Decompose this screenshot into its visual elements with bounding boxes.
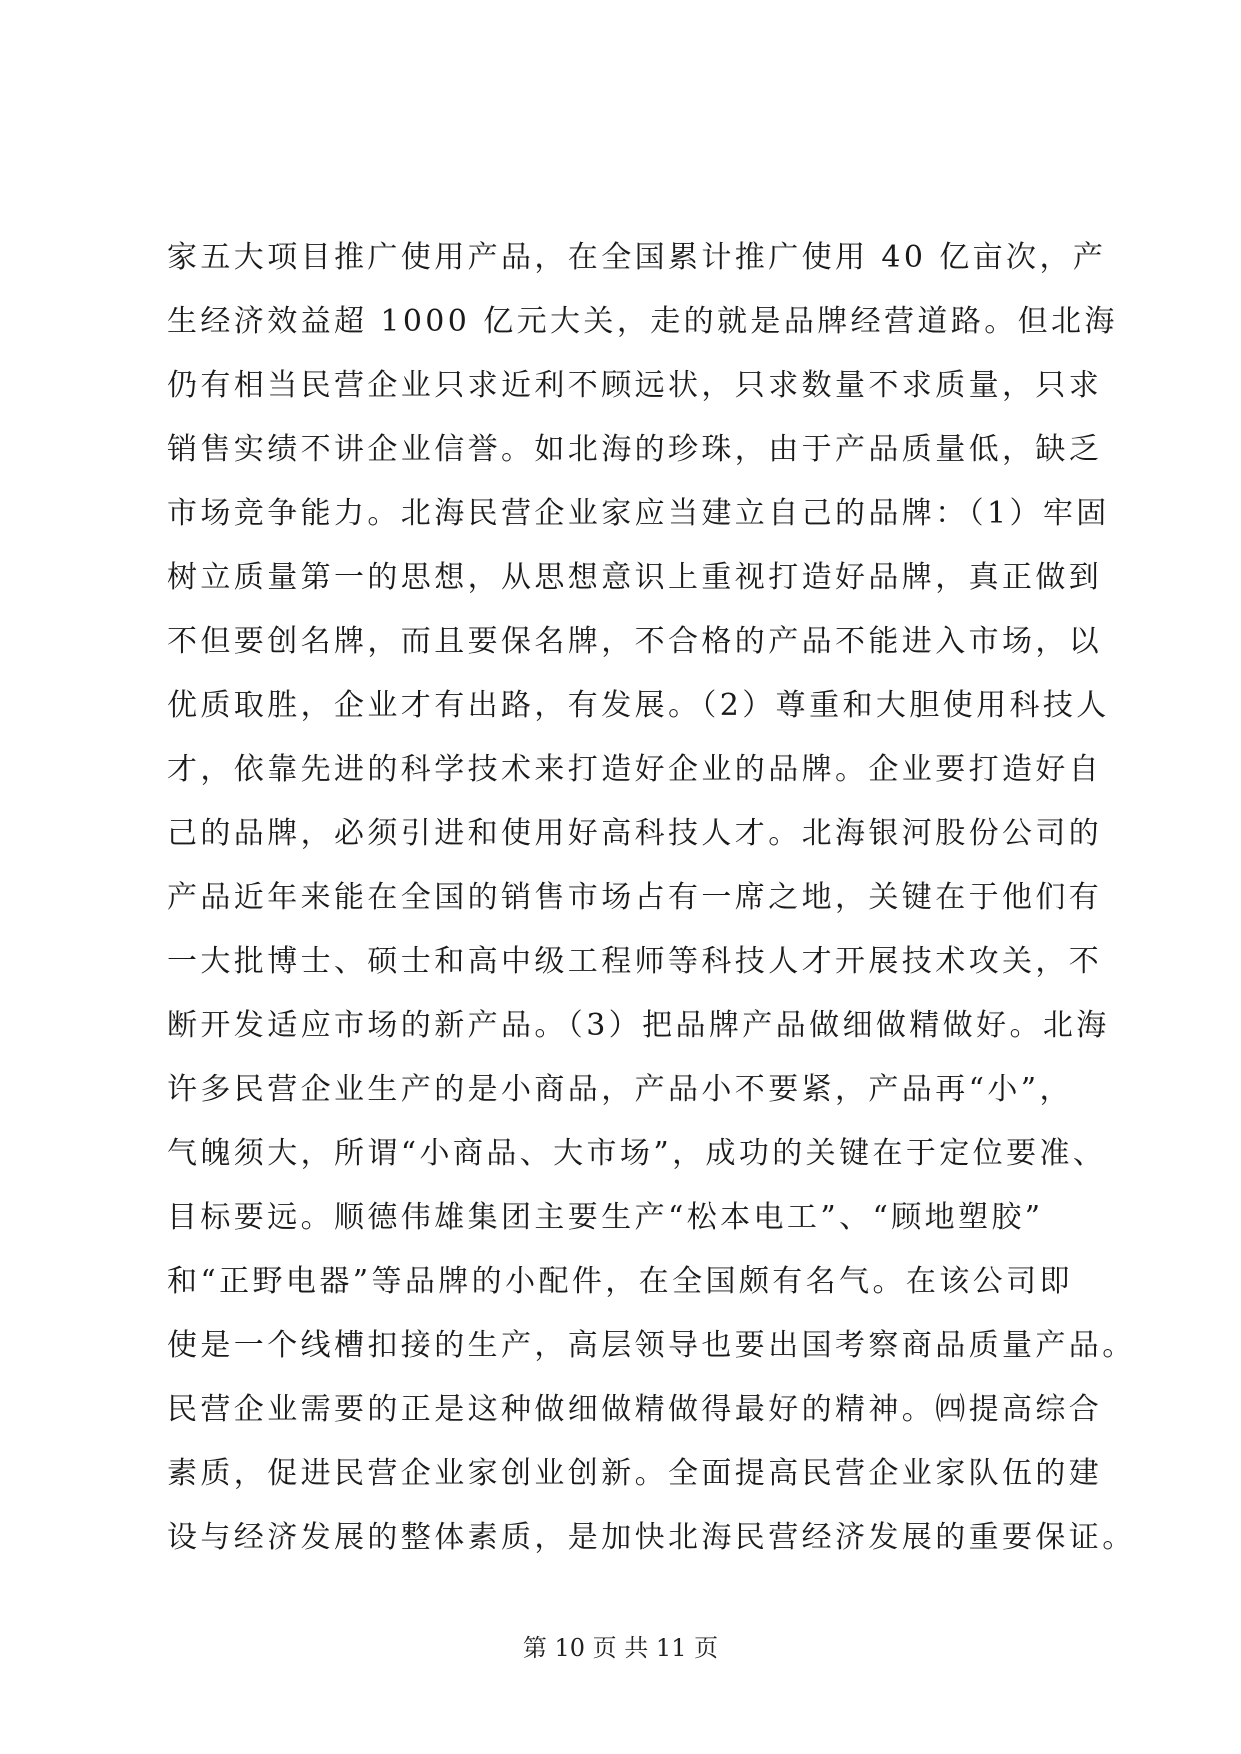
text-line: 优质取胜，企业才有出路，有发展。（2）尊重和大胆使用科技人	[167, 688, 1110, 723]
text-line: 己的品牌，必须引进和使用好高科技人才。北海银河股份公司的	[167, 816, 1103, 851]
text-line: 断开发适应市场的新产品。（3）把品牌产品做细做精做好。北海	[167, 1008, 1110, 1043]
text-line: 不但要创名牌，而且要保名牌，不合格的产品不能进入市场，以	[167, 624, 1103, 659]
text-line: 目标要远。顺德伟雄集团主要生产“松本电工”、“顾地塑胶”	[167, 1200, 1044, 1235]
text-line: 产品近年来能在全国的销售市场占有一席之地，关键在于他们有	[167, 880, 1103, 915]
text-line: 仍有相当民营企业只求近利不顾远状，只求数量不求质量，只求	[167, 368, 1103, 403]
text-line: 家五大项目推广使用产品，在全国累计推广使用 40 亿亩次，产	[167, 240, 1107, 275]
text-line: 设与经济发展的整体素质，是加快北海民营经济发展的重要保证。	[167, 1520, 1136, 1555]
text-line: 许多民营企业生产的是小商品，产品小不要紧，产品再“小”，	[167, 1072, 1073, 1107]
text-line: 使是一个线槽扣接的生产，高层领导也要出国考察商品质量产品。	[167, 1328, 1136, 1363]
text-line: 素质，促进民营企业家创业创新。全面提高民营企业家队伍的建	[167, 1456, 1103, 1491]
text-line: 一大批博士、硕士和高中级工程师等科技人才开展技术攻关，不	[167, 944, 1103, 979]
text-line: 销售实绩不讲企业信誉。如北海的珍珠，由于产品质量低，缺乏	[167, 432, 1103, 467]
text-line: 和“正野电器”等品牌的小配件，在全国颇有名气。在该公司即	[167, 1264, 1073, 1299]
text-line: 才，依靠先进的科学技术来打造好企业的品牌。企业要打造好自	[167, 752, 1103, 787]
text-line: 气魄须大，所谓“小商品、大市场”，成功的关键在于定位要准、	[167, 1136, 1107, 1171]
text-line: 树立质量第一的思想，从思想意识上重视打造好品牌，真正做到	[167, 560, 1103, 595]
text-line: 市场竞争能力。北海民营企业家应当建立自己的品牌：（1）牢固	[167, 496, 1110, 531]
text-line: 民营企业需要的正是这种做细做精做得最好的精神。㈣提高综合	[167, 1392, 1103, 1427]
body-text	[167, 226, 1136, 1570]
text-line: 生经济效益超 1000 亿元大关，走的就是品牌经营道路。但北海	[167, 304, 1118, 339]
page-number-footer: 第 10 页 共 11 页	[522, 1634, 719, 1662]
